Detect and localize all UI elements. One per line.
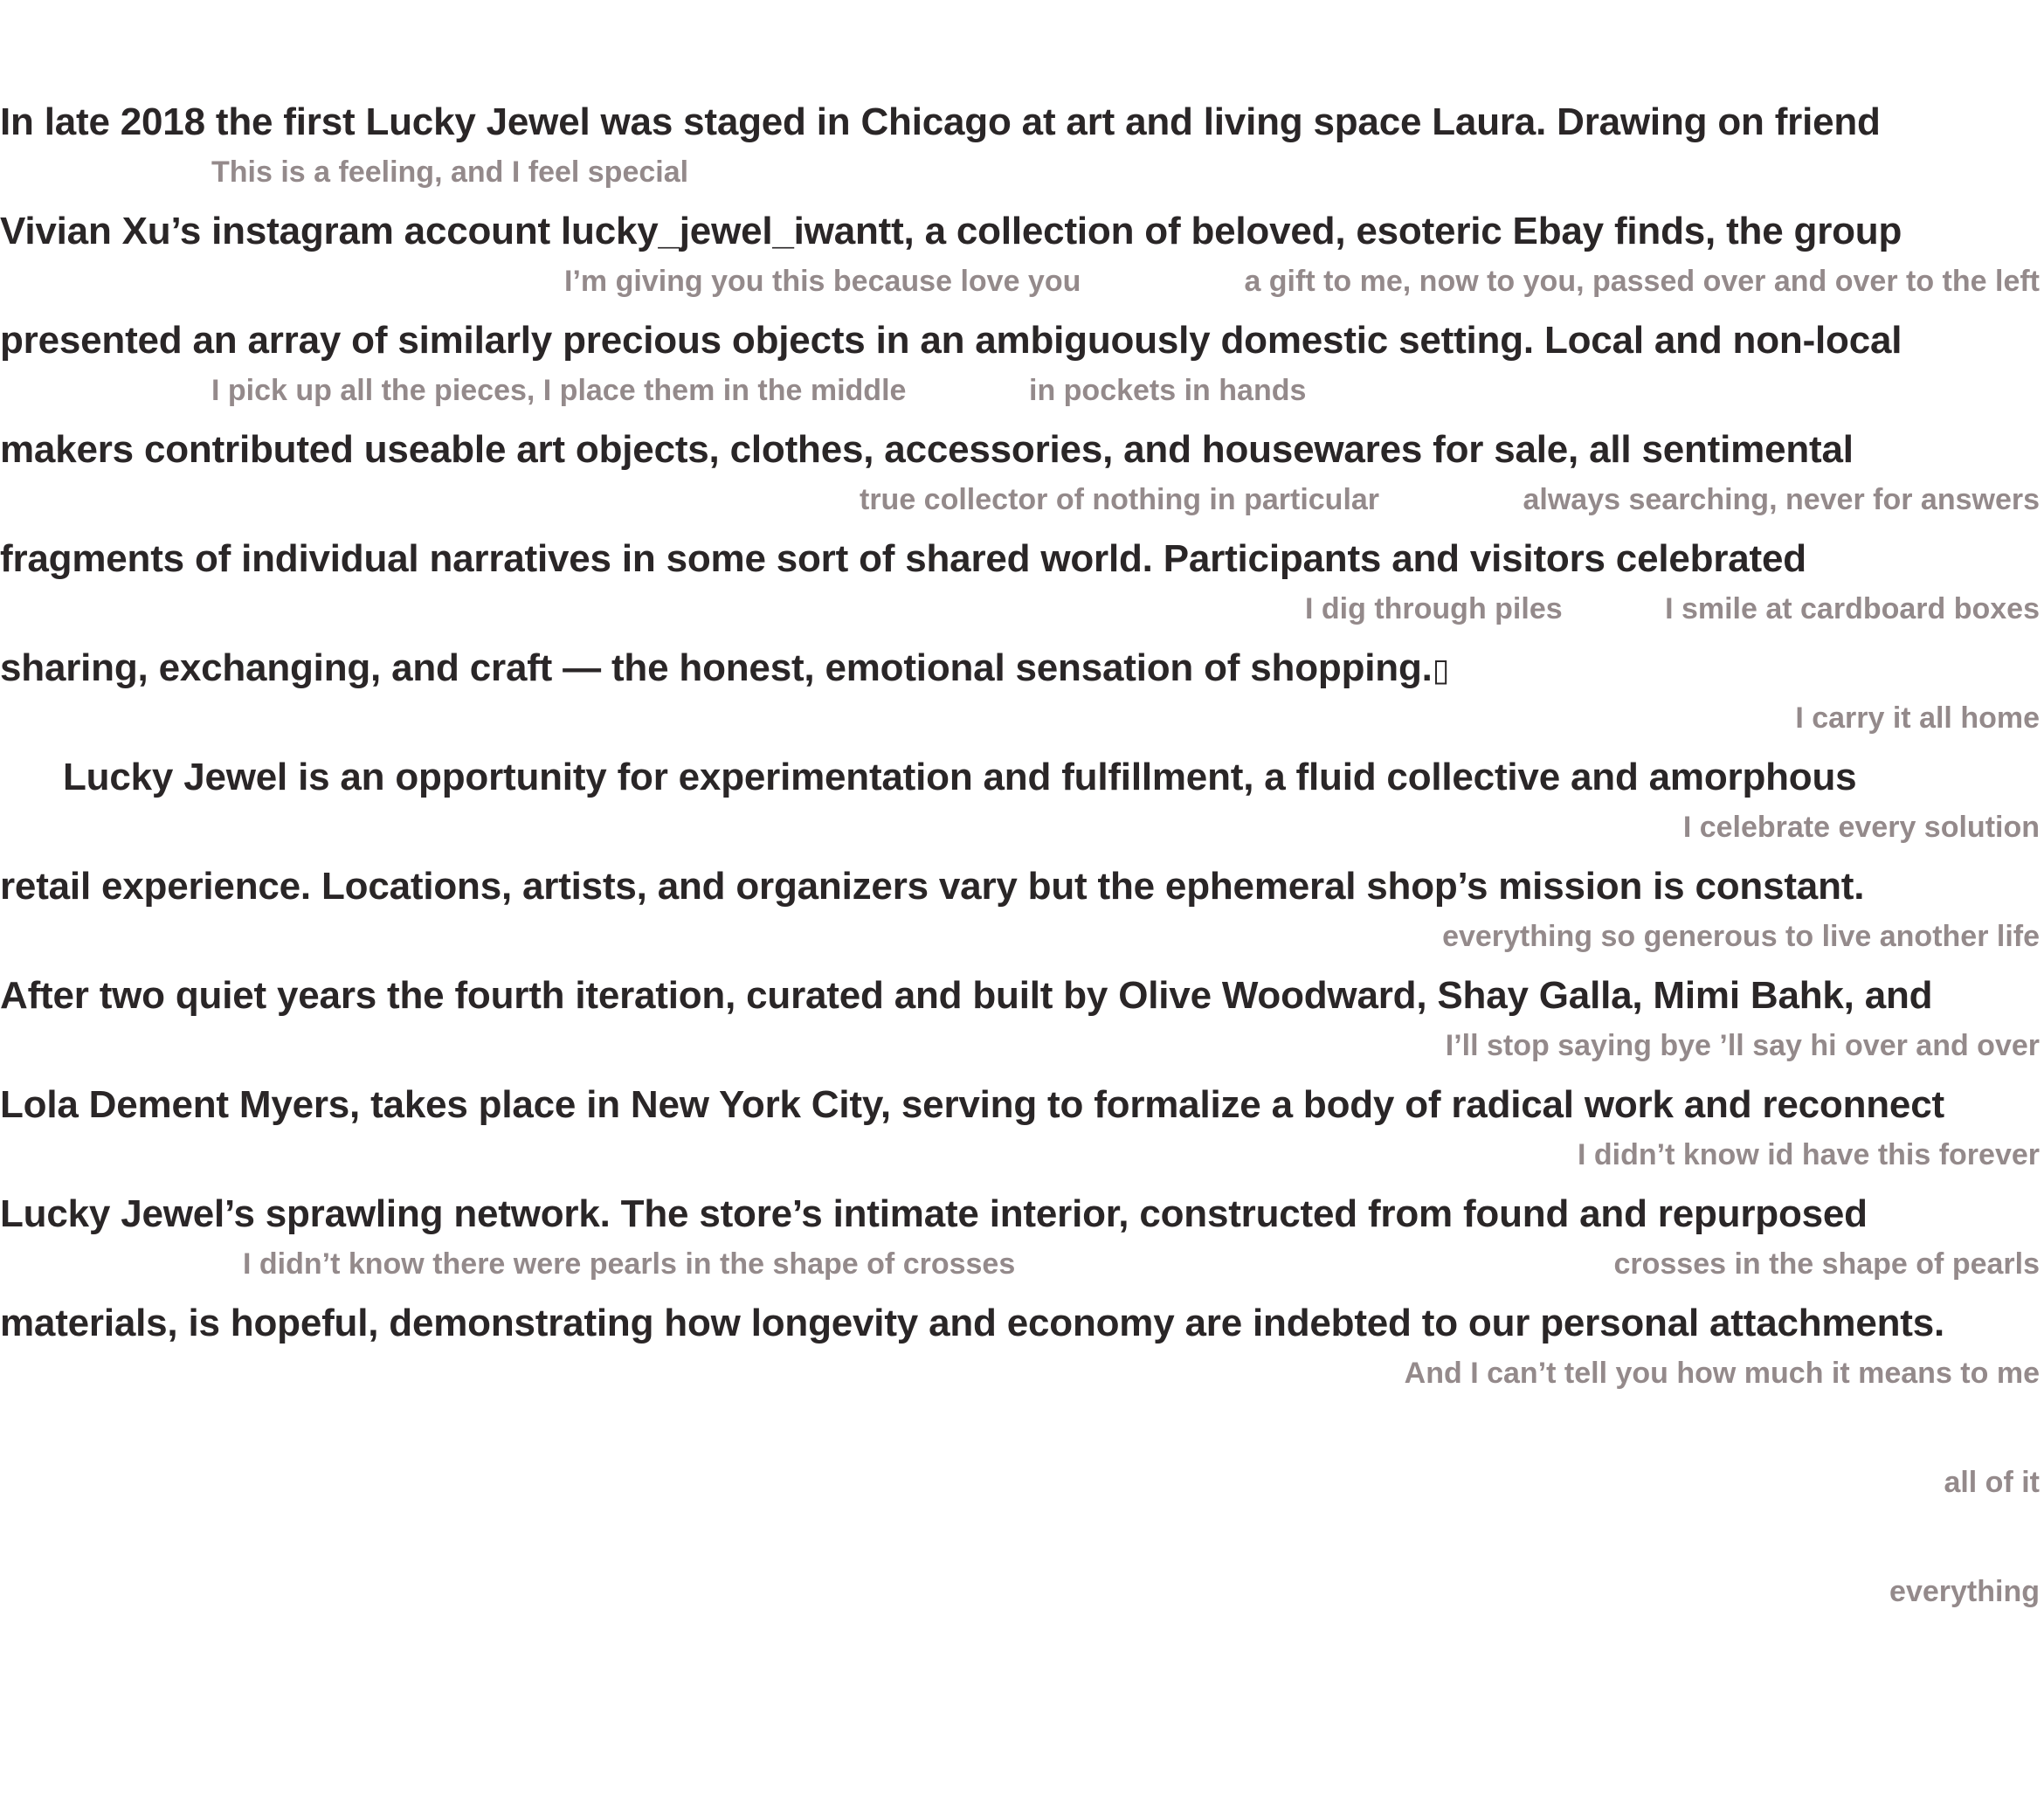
note-celebrate: I celebrate every solution <box>1682 811 2040 844</box>
note-saying-hi: I’ll stop saying bye ’ll say hi over and over <box>1445 1029 2040 1062</box>
note-everything: everything <box>1889 1575 2040 1608</box>
paragraph-line-5: fragments of individual narratives in some sort of shared world. Participants and visitors celebrated <box>0 537 1806 580</box>
paragraph-line-7: Lucky Jewel is an opportunity for experimentation and fulfillment, a fluid collective and amorphous <box>63 756 1857 798</box>
missing-glyph: ▯ <box>1432 653 1450 688</box>
note-searching: always searching, never for answers <box>1523 483 2040 516</box>
paragraph-line-6-text: sharing, exchanging, and craft — the honest, emotional sensation of shopping. <box>0 646 1433 689</box>
paragraph-line-1: In late 2018 the first Lucky Jewel was staged in Chicago at art and living space Laura. Drawing on friend <box>0 100 1881 143</box>
paragraph-line-10: Lola Dement Myers, takes place in New York City, serving to formalize a body of radical work and reconnect <box>0 1083 1944 1126</box>
note-giving: I’m giving you this because love you <box>564 265 1081 298</box>
paragraph-line-2: Vivian Xu’s instagram account lucky_jewel_iwantt, a collection of beloved, esoteric Ebay finds, the group <box>0 210 1902 252</box>
note-pearls-crosses: I didn’t know there were pearls in the shape of crosses <box>243 1247 1016 1281</box>
paragraph-line-4: makers contributed useable art objects, clothes, accessories, and housewares for sale, all sentimental <box>0 428 1854 471</box>
note-means: And I can’t tell you how much it means to me <box>1404 1357 2040 1390</box>
paragraph-line-8: retail experience. Locations, artists, and organizers vary but the ephemeral shop’s mission is constant. <box>0 865 1865 908</box>
note-crosses-pearls: crosses in the shape of pearls <box>1613 1247 2040 1281</box>
note-carry: I carry it all home <box>1795 701 2040 735</box>
note-piles: I dig through piles <box>1305 592 1563 625</box>
note-generous: everything so generous to live another life <box>1442 920 2040 953</box>
note-collector: true collector of nothing in particular <box>860 483 1380 516</box>
paragraph-line-9: After two quiet years the fourth iteration, curated and built by Olive Woodward, Shay Galla, Mimi Bahk, and <box>0 974 1933 1017</box>
note-boxes: I smile at cardboard boxes <box>1665 592 2040 625</box>
paragraph-line-11: Lucky Jewel’s sprawling network. The store’s intimate interior, constructed from found and repurposed <box>0 1192 1868 1235</box>
note-forever: I didn’t know id have this forever <box>1578 1138 2040 1171</box>
paragraph-line-3: presented an array of similarly precious objects in an ambiguously domestic setting. Local and non-local <box>0 319 1902 362</box>
paragraph-line-6 <box>0 646 1450 689</box>
note-all-of-it: all of it <box>1944 1466 2040 1499</box>
note-pieces: I pick up all the pieces, I place them in the middle <box>211 374 907 407</box>
note-feeling: This is a feeling, and I feel special <box>211 155 689 189</box>
note-gift: a gift to me, now to you, passed over and over to the left <box>1244 265 2040 298</box>
note-pockets: in pockets in hands <box>1029 374 1307 407</box>
paragraph-line-12: materials, is hopeful, demonstrating how longevity and economy are indebted to our personal attachments. <box>0 1302 1945 1344</box>
